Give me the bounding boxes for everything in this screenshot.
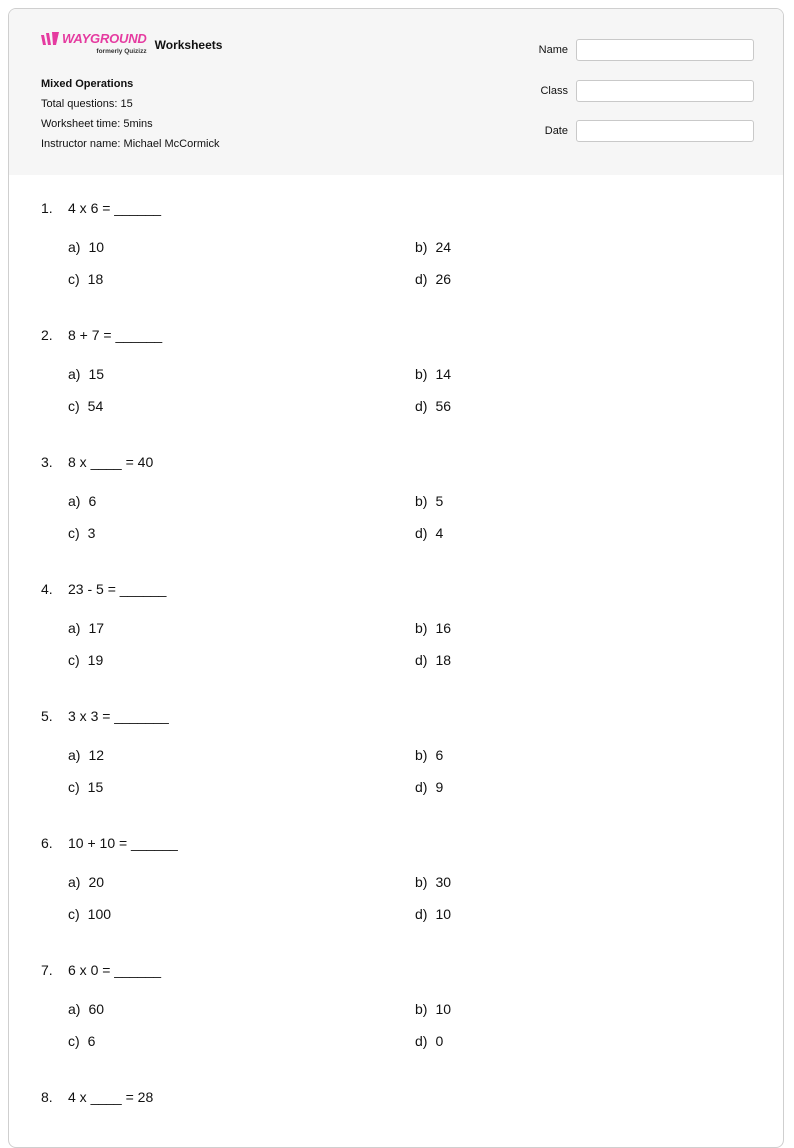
brand-product: Worksheets [154,38,223,52]
option-value: 9 [435,779,444,795]
question-text: 23 - 5 = ______ [68,581,167,597]
option-value: 56 [435,398,452,414]
option-value: 100 [87,906,112,922]
worksheet-page [8,8,784,1148]
question-item [9,1064,783,1148]
option-label: d) [415,525,428,541]
option-value: 15 [87,779,104,795]
name-input[interactable] [576,39,754,61]
option-label: d) [415,779,428,795]
option-label: a) [68,620,81,636]
option-a[interactable] [68,239,104,255]
option-label: b) [415,366,428,382]
option-label: c) [68,779,80,795]
option-d[interactable] [415,525,443,541]
option-d[interactable] [415,398,451,414]
option-label: a) [68,366,81,382]
question-text: 3 x 3 = _______ [68,708,169,724]
option-c[interactable] [68,652,103,668]
option-label: d) [415,1033,428,1049]
option-value: 10 [88,239,105,255]
option-value: 0 [435,1033,444,1049]
option-label: c) [68,906,80,922]
question-list [9,175,783,1148]
name-field-row [509,38,754,62]
option-d[interactable] [415,271,451,287]
brand-logo-block [41,32,147,55]
question-number: 7. [41,962,53,978]
brand-name: WAYGROUND [62,31,147,46]
option-label: a) [68,747,81,763]
question-number: 3. [41,454,53,470]
option-value: 18 [435,652,452,668]
question-item [9,556,783,683]
question-number: 2. [41,327,53,343]
option-value: 6 [87,1033,96,1049]
option-label: a) [68,493,81,509]
option-label: b) [415,620,428,636]
option-value: 12 [88,747,105,763]
option-value: 14 [435,366,452,382]
instructor-name: Instructor name: Michael McCormick [41,138,220,150]
question-item [9,683,783,810]
option-c[interactable] [68,1033,95,1049]
question-number: 5. [41,708,53,724]
question-number: 4. [41,581,53,597]
option-value: 10 [435,906,452,922]
option-c[interactable] [68,779,103,795]
option-d[interactable] [415,1033,443,1049]
option-label: c) [68,271,80,287]
option-d[interactable] [415,652,451,668]
question-text: 10 + 10 = ______ [68,835,178,851]
option-label: c) [68,1033,80,1049]
option-label: a) [68,239,81,255]
option-c[interactable] [68,906,111,922]
option-value: 3 [87,525,96,541]
option-label: b) [415,874,428,890]
brand-row [41,32,147,46]
option-a[interactable] [68,493,96,509]
option-c[interactable] [68,525,95,541]
option-value: 6 [88,493,97,509]
option-a[interactable] [68,366,104,382]
option-value: 6 [435,747,444,763]
option-b[interactable] [415,620,451,636]
name-label: Name [538,44,568,56]
question-item [9,429,783,556]
option-value: 20 [88,874,105,890]
option-b[interactable] [415,366,451,382]
option-value: 60 [88,1001,105,1017]
question-item [9,175,783,302]
option-a[interactable] [68,747,104,763]
student-fields [509,38,754,160]
option-c[interactable] [68,398,103,414]
worksheet-meta [41,74,220,154]
date-field-row [509,119,754,143]
class-input[interactable] [576,80,754,102]
question-text: 6 x 0 = ______ [68,962,162,978]
option-value: 4 [435,525,444,541]
option-label: c) [68,525,80,541]
option-value: 18 [87,271,104,287]
question-text: 8 x ____ = 40 [68,454,154,470]
option-value: 17 [88,620,105,636]
worksheet-title: Mixed Operations [41,78,134,90]
option-b[interactable] [415,493,443,509]
option-value: 16 [435,620,452,636]
worksheet-header [9,9,783,175]
date-label: Date [544,125,568,137]
option-label: b) [415,1001,428,1017]
option-label: d) [415,906,428,922]
option-label: d) [415,652,428,668]
option-value: 10 [435,1001,452,1017]
option-d[interactable] [415,906,451,922]
option-value: 5 [435,493,444,509]
option-label: c) [68,652,80,668]
option-label: b) [415,239,428,255]
option-value: 30 [435,874,452,890]
question-text: 4 x ____ = 28 [68,1089,154,1105]
option-value: 15 [88,366,105,382]
wayground-mark-icon [41,32,60,46]
option-label: d) [415,271,428,287]
total-questions: Total questions: 15 [41,98,133,110]
option-b[interactable] [415,874,451,890]
option-b[interactable] [415,239,451,255]
option-label: a) [68,874,81,890]
date-input[interactable] [576,120,754,142]
question-number: 8. [41,1089,53,1105]
brand-logo [41,32,222,55]
question-item [9,302,783,429]
question-item [9,937,783,1064]
option-a[interactable] [68,874,104,890]
option-value: 24 [435,239,452,255]
question-item [9,810,783,937]
option-label: c) [68,398,80,414]
option-b[interactable] [415,747,443,763]
class-label: Class [540,84,568,97]
option-a[interactable] [68,1001,104,1017]
option-value: 54 [87,398,104,414]
option-value: 26 [435,271,452,287]
option-b[interactable] [415,1001,451,1017]
class-field-row [509,79,754,103]
brand-subtitle: formerly Quizizz [96,48,147,55]
option-label: a) [68,1001,81,1017]
question-text: 8 + 7 = ______ [68,327,163,343]
question-text: 4 x 6 = ______ [68,200,162,216]
option-label: b) [415,493,428,509]
option-a[interactable] [68,620,104,636]
option-c[interactable] [68,271,103,287]
option-value: 19 [87,652,104,668]
worksheet-time: Worksheet time: 5mins [41,118,153,130]
option-label: b) [415,747,428,763]
question-number: 1. [41,200,53,216]
option-d[interactable] [415,779,443,795]
question-number: 6. [41,835,53,851]
option-label: d) [415,398,428,414]
